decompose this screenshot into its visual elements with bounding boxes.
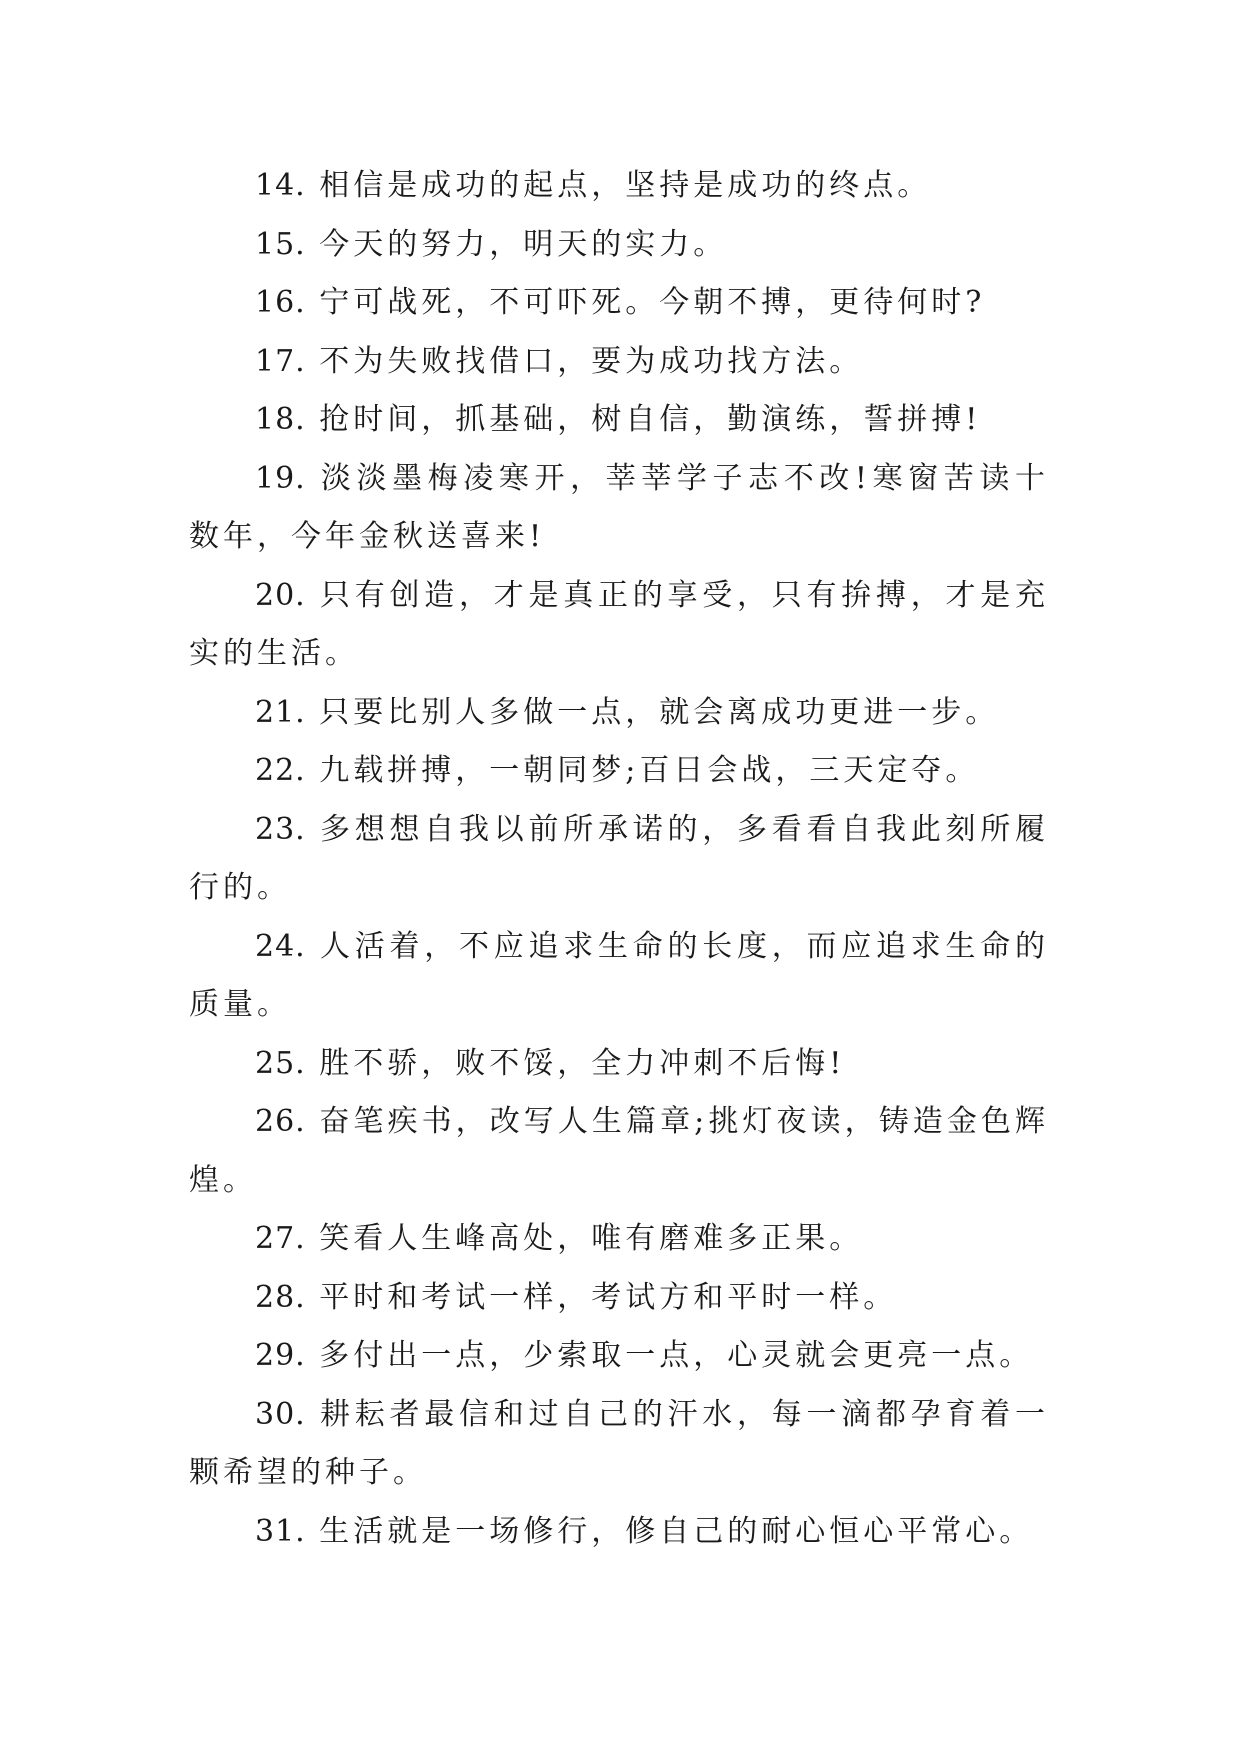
item-text: 胜不骄，败不馁，全力冲刺不后悔! — [319, 1045, 846, 1081]
quote-list — [189, 157, 1049, 1561]
item-text: 今天的努力，明天的实力。 — [319, 226, 728, 262]
item-text: 生活就是一场修行，修自己的耐心恒心平常心。 — [319, 1513, 1034, 1549]
item-number: 21. — [255, 694, 306, 730]
list-item — [189, 1386, 1049, 1503]
item-number: 26. — [255, 1104, 306, 1139]
item-text: 九载拼搏，一朝同梦;百日会战，三天定夺。 — [319, 753, 980, 788]
item-number: 14. — [255, 168, 306, 203]
list-item — [189, 918, 1049, 1035]
list-item — [189, 391, 1049, 450]
item-text: 奋笔疾书，改写人生篇章;挑灯夜读，铸造金色辉煌。 — [189, 1104, 1050, 1198]
item-text: 宁可战死，不可吓死。今朝不搏，更待何时? — [319, 285, 986, 320]
list-item — [189, 801, 1049, 918]
item-number: 25. — [255, 1045, 306, 1081]
item-text: 多想想自我以前所承诺的，多看看自我此刻所履行的。 — [189, 811, 1050, 905]
list-item — [189, 1269, 1049, 1328]
list-item — [189, 1035, 1049, 1094]
item-number: 20. — [255, 577, 306, 613]
item-number: 18. — [255, 402, 306, 437]
list-item — [189, 333, 1049, 392]
item-text: 相信是成功的起点，坚持是成功的终点。 — [319, 168, 932, 203]
list-item — [189, 1327, 1049, 1386]
item-number: 31. — [255, 1513, 306, 1549]
item-text: 只有创造，才是真正的享受，只有拚搏，才是充实的生活。 — [189, 577, 1050, 671]
list-item — [189, 274, 1049, 333]
list-item — [189, 567, 1049, 684]
item-number: 19. — [255, 460, 306, 496]
item-number: 28. — [255, 1279, 306, 1315]
list-item — [189, 684, 1049, 743]
list-item — [189, 216, 1049, 275]
item-number: 24. — [255, 928, 306, 964]
item-number: 15. — [255, 226, 306, 262]
item-text: 笑看人生峰高处，唯有磨难多正果。 — [319, 1221, 864, 1256]
item-number: 17. — [255, 343, 306, 379]
item-text: 人活着，不应追求生命的长度，而应追求生命的质量。 — [189, 928, 1050, 1022]
item-text: 抢时间，抓基础，树自信，勤演练，誓拼搏! — [319, 402, 982, 437]
item-number: 30. — [255, 1396, 306, 1432]
item-number: 16. — [255, 285, 306, 320]
list-item — [189, 450, 1049, 567]
list-item — [189, 1503, 1049, 1562]
list-item — [189, 157, 1049, 216]
list-item — [189, 742, 1049, 801]
item-text: 平时和考试一样，考试方和平时一样。 — [319, 1279, 898, 1315]
item-text: 淡淡墨梅凌寒开，莘莘学子志不改!寒窗苦读十数年，今年金秋送喜来! — [189, 460, 1049, 554]
item-text: 耕耘者最信和过自己的汗水，每一滴都孕育着一颗希望的种子。 — [189, 1396, 1050, 1490]
item-text: 不为失败找借口，要为成功找方法。 — [319, 343, 864, 379]
item-number: 29. — [255, 1338, 306, 1373]
item-number: 23. — [255, 811, 306, 847]
list-item — [189, 1093, 1049, 1210]
item-text: 多付出一点，少索取一点，心灵就会更亮一点。 — [319, 1338, 1034, 1373]
item-number: 27. — [255, 1221, 306, 1256]
item-text: 只要比别人多做一点，就会离成功更进一步。 — [319, 694, 1000, 730]
list-item — [189, 1210, 1049, 1269]
item-number: 22. — [255, 753, 306, 788]
